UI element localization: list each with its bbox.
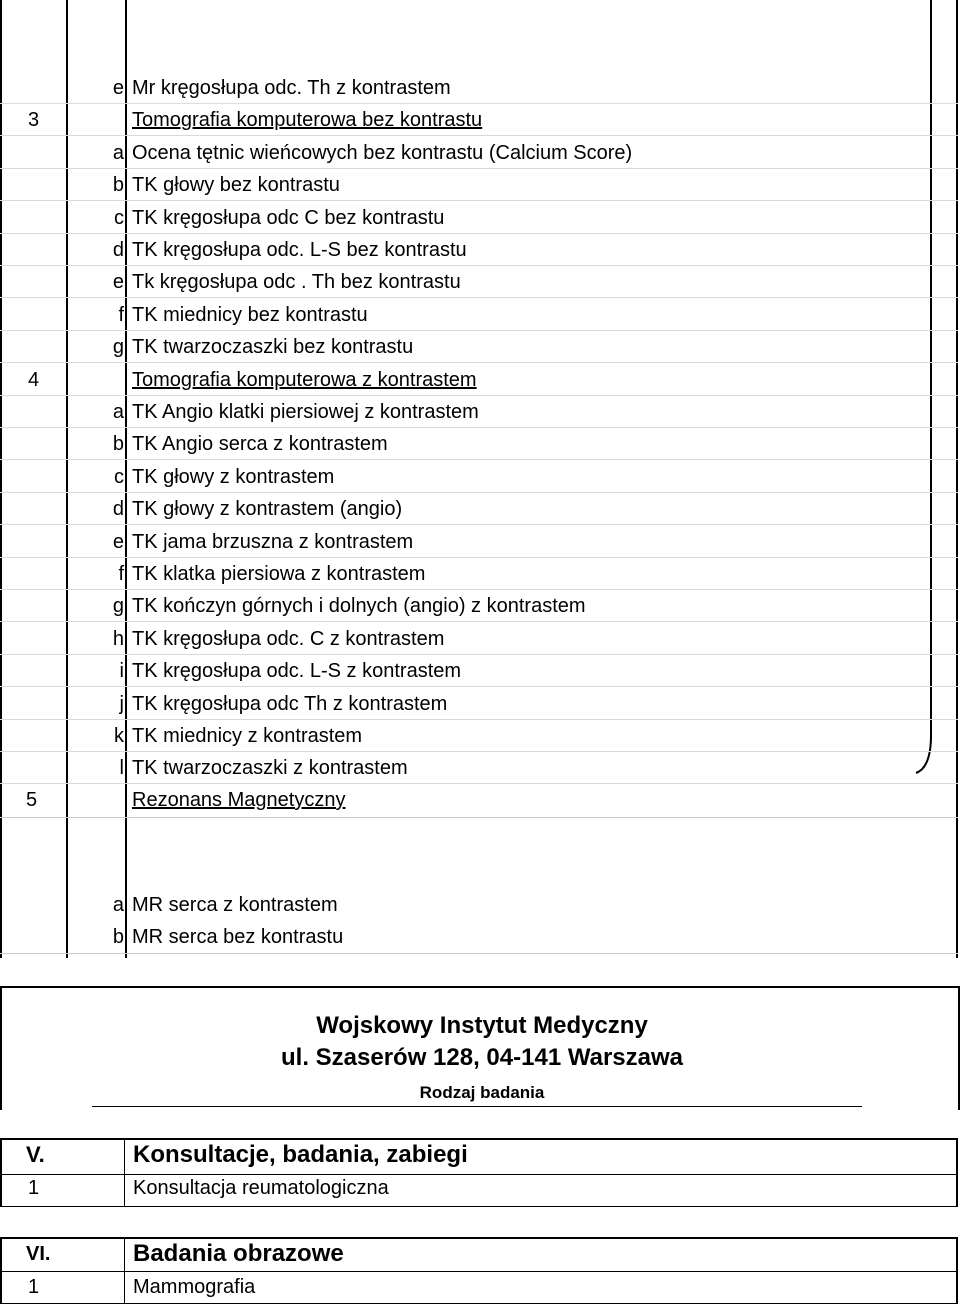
section-number: 3 — [28, 109, 40, 132]
list-item — [0, 590, 960, 622]
list-item — [0, 461, 960, 493]
section-number: 4 — [28, 368, 40, 391]
item-text: TK miednicy bez kontrastu — [132, 303, 368, 326]
item-letter: j — [119, 692, 124, 715]
section-row-5 — [0, 784, 960, 816]
item-text: Tk kręgosłupa odc . Th bez kontrastu — [132, 271, 461, 294]
item-text: TK Angio klatki piersiowej z kontrastem — [132, 401, 479, 423]
item-letter: e — [112, 271, 124, 294]
item-text: MR serca bez kontrastu — [132, 926, 344, 948]
item-letter: g — [112, 336, 124, 359]
item-letter: d — [112, 239, 124, 261]
item-text: TK głowy bez kontrastu — [132, 174, 340, 197]
row-separator — [0, 817, 958, 818]
item-letter: i — [119, 660, 124, 683]
list-item — [0, 396, 960, 428]
row-separator — [0, 953, 958, 954]
item-letter: k — [114, 725, 124, 747]
list-item — [0, 202, 960, 234]
item-text: TK kręgosłupa odc. C z kontrastem — [132, 627, 445, 650]
list-item — [0, 623, 960, 655]
item-letter: l — [119, 757, 124, 780]
list-item — [0, 493, 960, 525]
item-letter: a — [112, 141, 124, 164]
list-item — [0, 331, 960, 363]
list-item — [0, 266, 960, 298]
list-item — [0, 752, 960, 784]
section-title: Konsultacje, badania, zabiegi — [133, 1141, 468, 1168]
item-text: Konsultacja reumatologiczna — [133, 1177, 389, 1199]
list-item — [0, 720, 960, 752]
item-letter: b — [112, 174, 124, 197]
item-letter: d — [112, 498, 124, 521]
exam-type-label: Rodzaj badania — [419, 1083, 545, 1102]
section-v — [0, 1138, 960, 1210]
list-item — [0, 169, 960, 201]
item-text: TK głowy z kontrastem — [132, 465, 335, 488]
list-item — [0, 558, 960, 590]
section-row — [0, 364, 960, 396]
item-letter: h — [112, 627, 124, 650]
item-number: 1 — [28, 1177, 40, 1199]
item-letter: e — [112, 77, 124, 99]
item-letter: f — [118, 563, 124, 585]
item-text: Mr kręgosłupa odc. Th z kontrastem — [132, 77, 451, 99]
section-number: VI. — [26, 1243, 51, 1265]
list-item — [0, 72, 960, 104]
item-letter: f — [118, 303, 124, 326]
divider — [92, 1106, 862, 1107]
list-item — [0, 234, 960, 266]
item-letter: c — [114, 206, 124, 229]
list-item — [0, 688, 960, 720]
list-item — [0, 921, 960, 953]
item-letter: a — [112, 894, 124, 916]
item-text: TK głowy z kontrastem (angio) — [132, 498, 403, 521]
item-text: TK kręgosłupa odc. L-S bez kontrastu — [132, 239, 467, 261]
item-text: TK kończyn górnych i dolnych (angio) z kontrastem — [132, 595, 586, 618]
institution-header — [0, 986, 960, 1110]
institution-address: ul. Szaserów 128, 04-141 Warszawa — [281, 1044, 683, 1071]
item-text: TK twarzoczaszki z kontrastem — [132, 757, 408, 780]
item-letter: b — [112, 433, 124, 456]
item-text: TK twarzoczaszki bez kontrastu — [132, 336, 414, 359]
row-separator — [0, 103, 958, 104]
item-text: TK Angio serca z kontrastem — [132, 433, 388, 456]
list-item — [0, 889, 960, 921]
section-number: V. — [26, 1142, 45, 1167]
item-number: 1 — [28, 1276, 40, 1298]
item-text: TK jama brzuszna z kontrastem — [132, 530, 414, 553]
item-letter: e — [112, 530, 124, 553]
item-text: TK kręgosłupa odc. L-S z kontrastem — [132, 660, 462, 683]
item-letter: c — [114, 465, 124, 488]
section-vi — [0, 1237, 960, 1307]
list-item — [0, 137, 960, 169]
item-text: TK klatka piersiowa z kontrastem — [132, 563, 426, 585]
item-text: TK kręgosłupa odc Th z kontrastem — [132, 692, 448, 715]
list-item — [0, 428, 960, 460]
item-letter: b — [112, 926, 124, 948]
item-text: TK kręgosłupa odc C bez kontrastu — [132, 206, 445, 229]
item-letter: a — [112, 401, 124, 423]
section-title: Rezonans Magnetyczny — [132, 789, 346, 811]
section-title: Tomografia komputerowa bez kontrastu — [132, 109, 483, 132]
list-item — [0, 299, 960, 331]
item-text: Mammografia — [133, 1276, 256, 1298]
section-number: 5 — [26, 789, 38, 811]
item-text: MR serca z kontrastem — [132, 894, 338, 916]
item-letter: g — [112, 595, 124, 618]
institution-name: Wojskowy Instytut Medyczny — [316, 1012, 648, 1039]
item-text: Ocena tętnic wieńcowych bez kontrastu (Calcium Score) — [132, 141, 633, 164]
list-item — [0, 526, 960, 558]
section-row — [0, 104, 960, 136]
list-item — [0, 655, 960, 687]
item-text: TK miednicy z kontrastem — [132, 725, 363, 747]
section-title: Tomografia komputerowa z kontrastem — [132, 368, 477, 391]
section-title: Badania obrazowe — [133, 1240, 344, 1267]
